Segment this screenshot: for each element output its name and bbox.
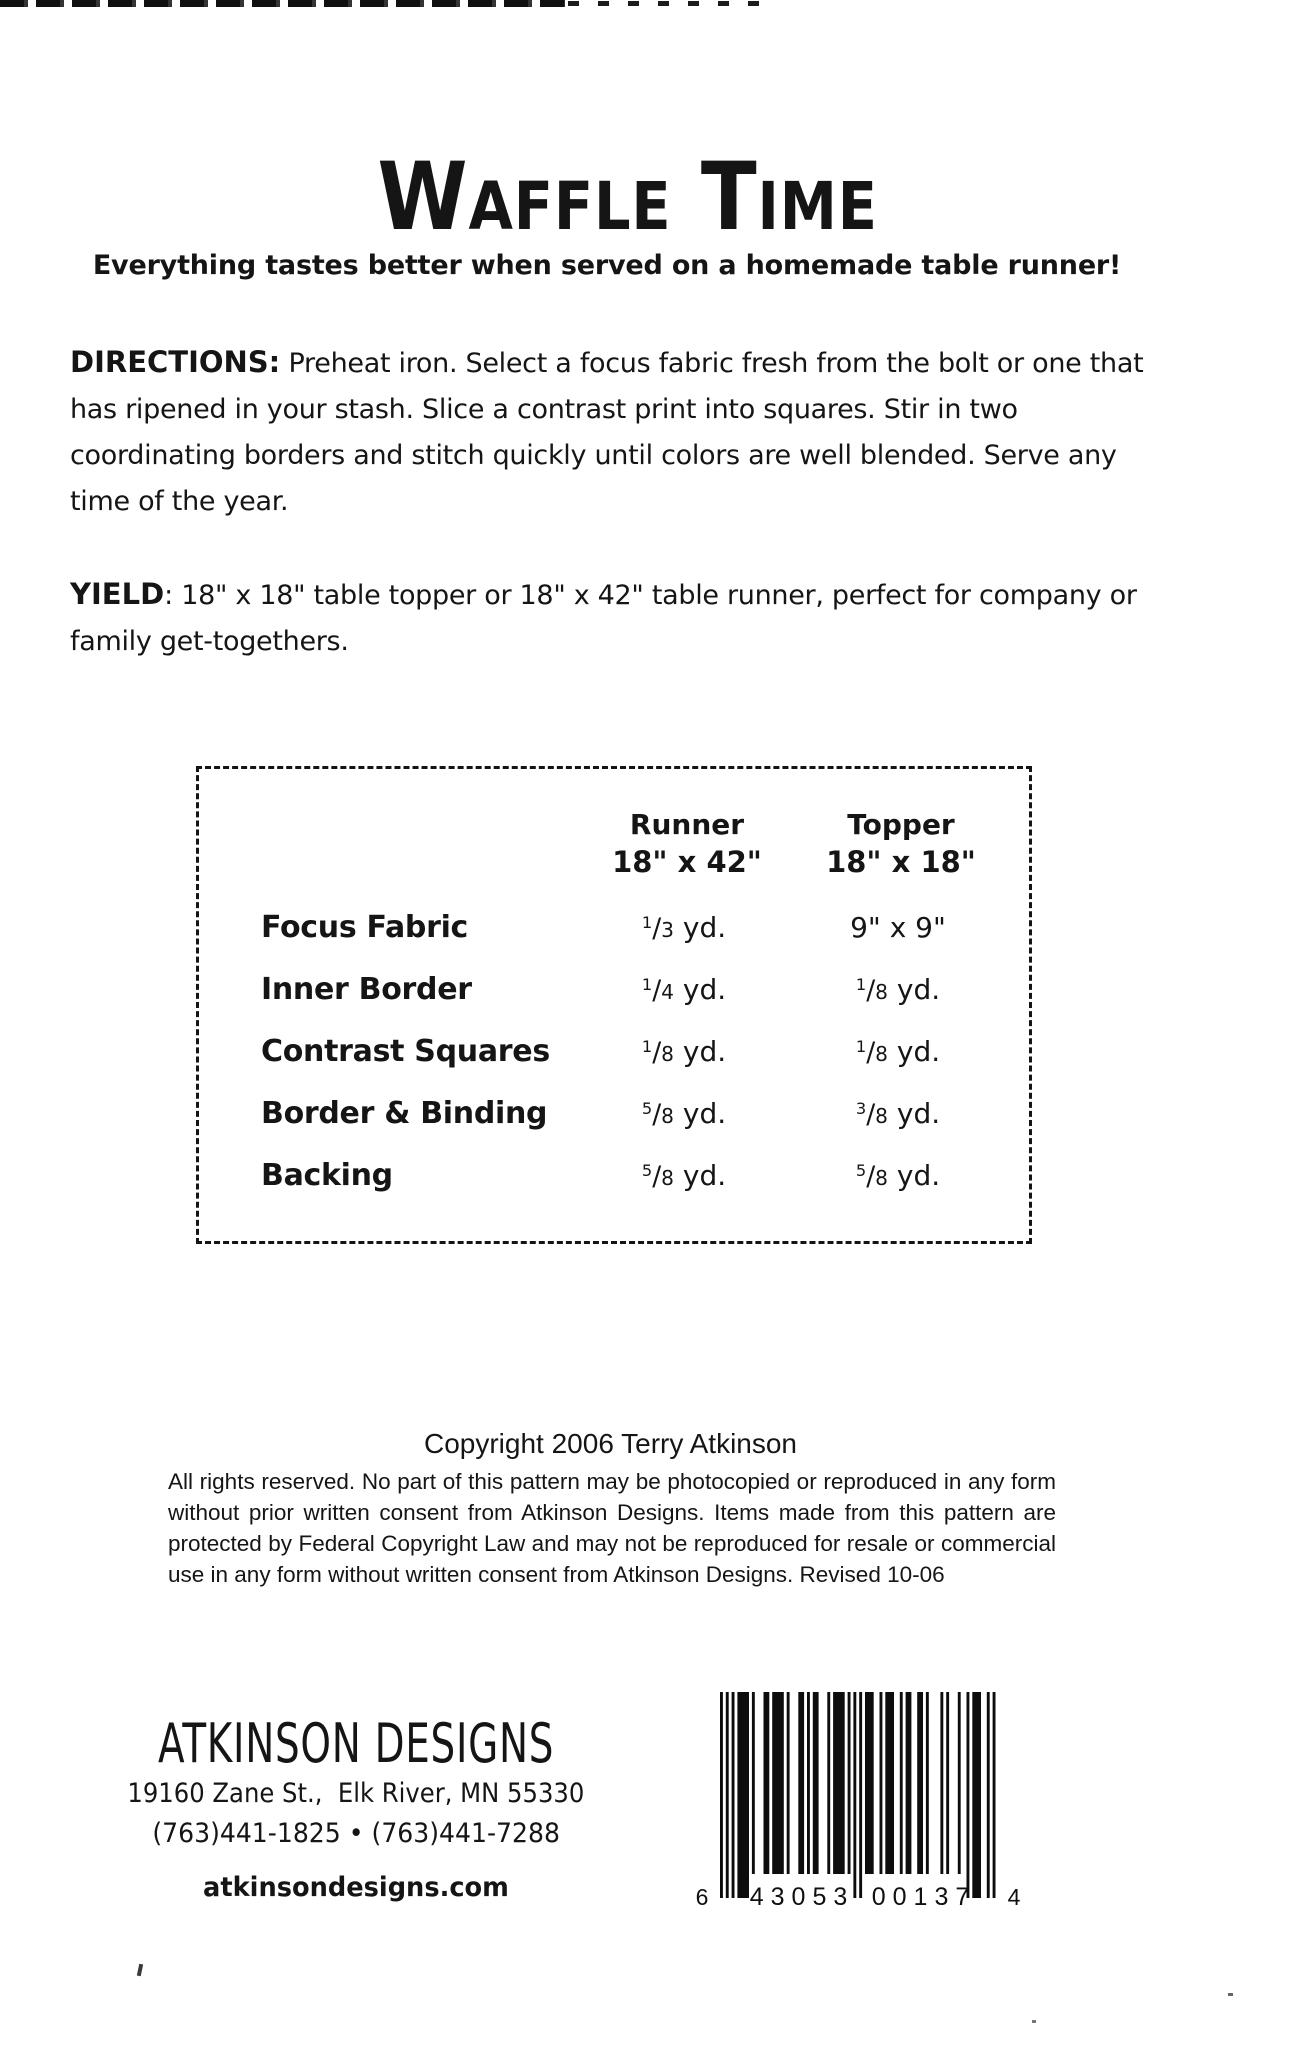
directions-text: Preheat iron. Select a focus fabric fresh from the bolt or one that has ripened in your stash. Slice a contrast print into squares. Stir in two coordinating borders and stitch quickly until colors are well blended. Serve any time of the year.	[70, 348, 1144, 517]
materials-table	[199, 896, 1029, 1206]
publisher-name: ATKINSON DESIGNS	[157, 1712, 555, 1775]
tagline-text: Everything tastes better when served on a homemade table runner!	[92, 250, 1122, 281]
upc-digit-left: 6	[695, 1884, 709, 1910]
page-title: Waffle Time	[377, 143, 879, 252]
runner-value: 5/8 yd.	[641, 1158, 727, 1192]
material-label: Contrast Squares	[261, 1033, 550, 1069]
materials-row	[199, 1144, 1029, 1206]
topper-column-size: 18" x 18"	[826, 845, 976, 879]
copyright-title: Copyright 2006 Terry Atkinson	[423, 1428, 798, 1459]
publisher-phones: (763)441-1825 • (763)441-7288	[152, 1818, 560, 1849]
topper-value: 5/8 yd.	[855, 1158, 941, 1192]
publisher-phones-line	[76, 1818, 636, 1849]
topper-value: 3/8 yd.	[855, 1096, 941, 1130]
topper-column-name: Topper	[847, 808, 955, 841]
runner-value: 1/8 yd.	[641, 1034, 727, 1068]
topper-column-header	[791, 807, 1011, 881]
publisher-address-line	[76, 1778, 636, 1809]
publisher-website: atkinsondesigns.com	[203, 1872, 509, 1903]
runner-value: 1/3 yd.	[641, 910, 727, 944]
materials-row	[199, 958, 1029, 1020]
publisher-address: 19160 Zane St., Elk River, MN 55330	[127, 1778, 585, 1809]
material-label: Inner Border	[261, 971, 472, 1007]
runner-column-name: Runner	[629, 808, 745, 841]
upc-digit-group2: 00137	[871, 1883, 977, 1911]
scan-artifact-top-edge	[0, 0, 565, 7]
topper-value: 9" x 9"	[850, 910, 946, 944]
runner-column-size: 18" x 42"	[612, 845, 762, 879]
materials-row	[199, 1082, 1029, 1144]
materials-row	[199, 896, 1029, 958]
topper-value: 1/8 yd.	[855, 972, 941, 1006]
runner-value: 5/8 yd.	[641, 1096, 727, 1130]
upc-digit-right: 4	[1007, 1884, 1021, 1910]
publisher-name-line	[76, 1712, 636, 1775]
directions-paragraph	[70, 339, 1145, 525]
title-block	[0, 143, 1256, 252]
material-label: Focus Fabric	[261, 909, 469, 945]
material-label: Backing	[261, 1157, 393, 1193]
runner-column-header	[577, 807, 797, 881]
scan-artifact-top-edge	[568, 1, 768, 6]
runner-value: 1/4 yd.	[641, 972, 727, 1006]
materials-row	[199, 1020, 1029, 1082]
yield-label: YIELD	[70, 577, 165, 611]
publisher-website-line	[76, 1872, 636, 1903]
topper-value: 1/8 yd.	[855, 1034, 941, 1068]
materials-box	[196, 766, 1032, 1244]
copyright-body: All rights reserved. No part of this pattern may be photocopied or reproduced in any form without prior written consent from Atkinson Designs. Items made from this pattern are protected by Federal Copyright Law and may not be reproduced for resale or commercial use in any form without written consent from Atkinson Designs. Revised 10-06	[168, 1469, 1056, 1587]
yield-text: : 18" x 18" table topper or 18" x 42" table runner, perfect for company or family get-togethers.	[70, 580, 1137, 657]
upc-digit-group1: 43053	[749, 1883, 855, 1911]
scan-speck	[1032, 2020, 1036, 2023]
upc-barcode-svg	[692, 1692, 1028, 1914]
scan-speck	[137, 1964, 143, 1977]
material-label: Border & Binding	[261, 1095, 548, 1131]
upc-barcode	[692, 1692, 1028, 1914]
scan-speck	[1228, 1993, 1233, 1996]
directions-label: DIRECTIONS:	[70, 345, 281, 379]
upc-barcode-bars	[720, 1692, 996, 1898]
tagline-block	[0, 250, 1214, 281]
yield-paragraph	[70, 571, 1145, 665]
